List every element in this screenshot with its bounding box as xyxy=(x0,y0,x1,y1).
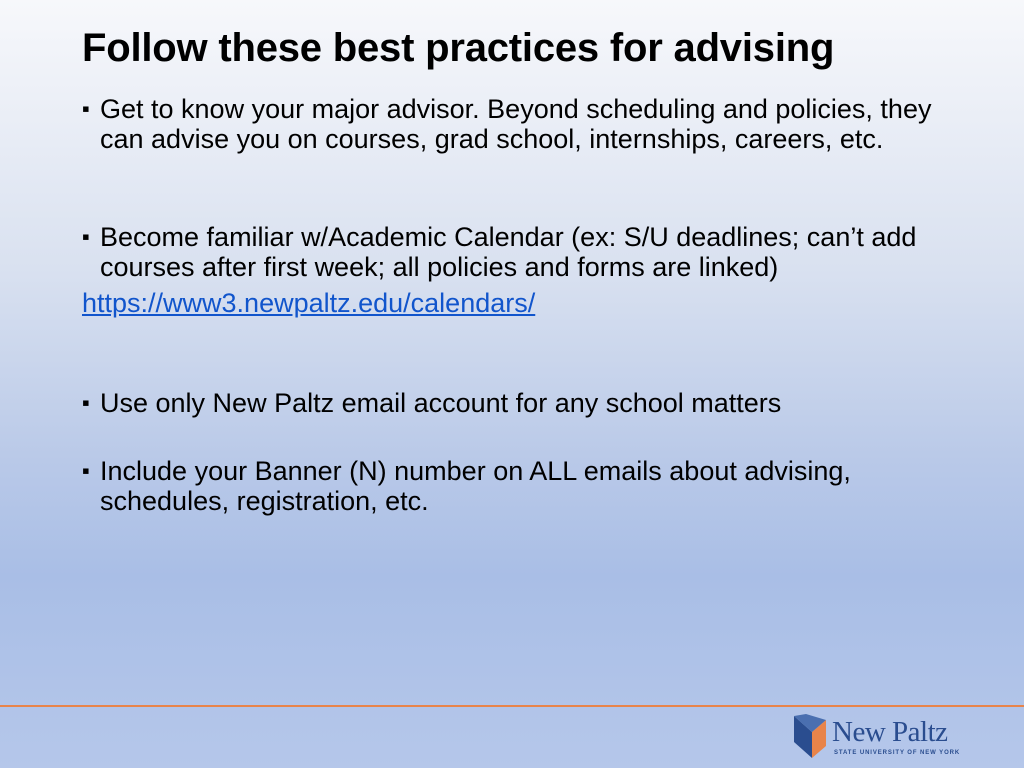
logo-name: New Paltz xyxy=(832,716,948,748)
bullet-calendar xyxy=(82,222,972,282)
bullet-advisor xyxy=(82,94,972,154)
logo-subtitle: STATE UNIVERSITY OF NEW YORK xyxy=(834,750,961,756)
bullet-marker: ▪ xyxy=(82,224,90,249)
bullet-text: Use only New Paltz email account for any school matters xyxy=(100,388,782,418)
bullet-text: Become familiar w/Academic Calendar (ex: S/U deadlines; can’t add courses after first week; all policies and forms are linked) xyxy=(100,222,917,282)
footer-divider xyxy=(0,705,1024,707)
bullet-marker: ▪ xyxy=(82,458,90,483)
bullet-email xyxy=(82,388,972,418)
bullet-text: Include your Banner (N) number on ALL emails about advising, schedules, registration, etc. xyxy=(100,456,851,516)
bullet-marker: ▪ xyxy=(82,96,90,121)
new-paltz-logo xyxy=(792,712,962,762)
bullet-text: Get to know your major advisor. Beyond scheduling and policies, they can advise you on courses, grad school, internships, careers, etc. xyxy=(100,94,932,154)
bullet-marker: ▪ xyxy=(82,390,90,415)
new-paltz-logo-icon xyxy=(792,712,828,760)
bullet-banner xyxy=(82,456,972,516)
calendar-link[interactable]: https://www3.newpaltz.edu/calendars/ xyxy=(82,288,536,318)
slide-title: Follow these best practices for advising xyxy=(82,26,835,70)
